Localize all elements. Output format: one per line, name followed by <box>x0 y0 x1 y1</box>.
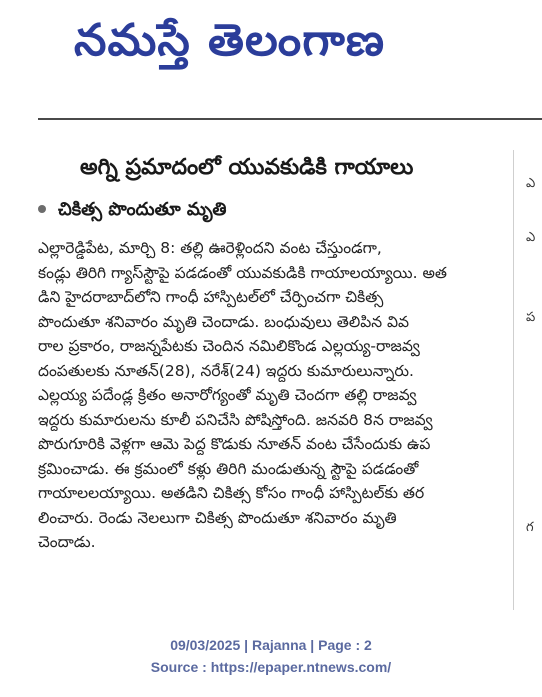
newspaper-logo: నమస్తే తెలంగాణ <box>74 15 386 66</box>
subhead-text: చికిత్స పొందుతూ మృతి <box>58 199 227 220</box>
body-line: ఎల్లయ్య పదేండ్ల క్రితం అనారోగ్యంతో మృతి చెందగా తల్లి రాజవ్వ <box>38 386 417 404</box>
masthead <box>0 0 542 90</box>
body-line: చెందాడు. <box>38 533 96 551</box>
source-link: Source : https://epaper.ntnews.com/ <box>150 659 392 675</box>
article-body <box>38 236 506 555</box>
body-line: దంపతులకు నూతన్(28), నరేశ్(24) ఇద్దరు కుమారులున్నారు. <box>38 361 414 380</box>
body-line: క్రమించాడు. ఈ క్రమంలో కళ్లు తిరిగి మండుతున్న స్టౌపై పడడంతో <box>38 459 419 478</box>
adjacent-column-fragment: ఎ <box>526 230 536 245</box>
body-line: పొరుగూరికి వెళ్లగా ఆమె పెద్ద కొడుకు నూతన్ వంట చేసేందుకు ఉప <box>38 435 431 453</box>
body-line: ఎల్లారెడ్డిపేట, మార్చి 8: తల్లి ఊరెళ్లిందని వంట చేస్తుండగా, <box>38 239 382 257</box>
body-line: రాల ప్రకారం, రాజన్నపేటకు చెందిన నమిలికొండ ఎల్లయ్య-రాజవ్వ <box>38 337 420 355</box>
body-line: గాయాలలయ్యాయి. అతడిని చికిత్స కోసం గాంధీ హాస్పిటల్‌కు తర <box>38 484 425 502</box>
page-footer <box>0 634 542 678</box>
body-line: డిని హైదరాబాద్‌లోని గాంధీ హాస్పిటల్‌లో చేర్పించగా చికిత్స <box>38 288 384 306</box>
edition-info: 09/03/2025 | Rajanna | Page : 2 <box>170 637 372 653</box>
body-line: లించారు. రెండు నెలలుగా చికిత్స పొందుతూ శనివారం మృతి <box>38 508 397 527</box>
adjacent-column-fragment: గ <box>526 520 534 535</box>
column-divider <box>513 150 514 610</box>
masthead-divider <box>38 118 542 120</box>
article-subhead <box>38 196 478 224</box>
body-line: ఇద్దరు కుమారులను కూలీ పనిచేసి పోషిస్తోంది. జనవరి 8న రాజవ్వ <box>38 410 433 429</box>
article-headline: అగ్ని ప్రమాదంలో యువకుడికి గాయాలు <box>80 155 414 180</box>
body-line: కండ్లు తిరిగి గ్యాస్‌స్టౌపై పడడంతో యువకుడికి గాయాలయ్యాయి. అత <box>38 263 447 282</box>
bullet-icon <box>38 205 46 213</box>
body-line: పొందుతూ శనివారం మృతి చెందాడు. బంధువులు తెలిపిన వివ <box>38 312 410 331</box>
adjacent-column-fragment: ప <box>526 310 536 325</box>
adjacent-column-fragment: ఎ <box>526 176 536 191</box>
